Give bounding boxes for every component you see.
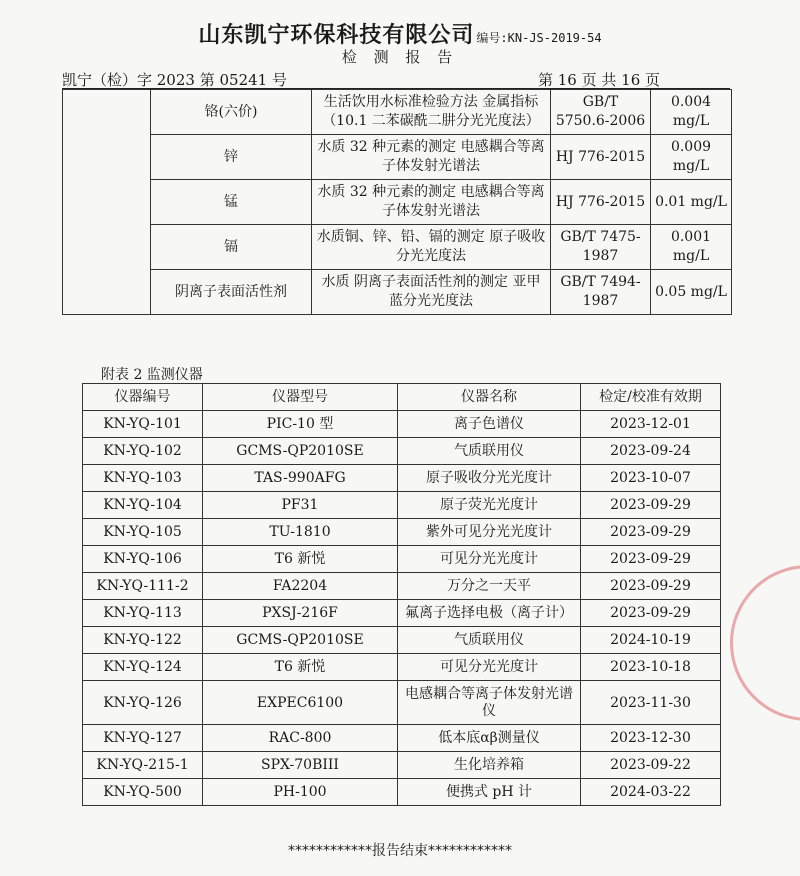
method-name-cell: 水质 32 种元素的测定 电感耦合等离子体发射光谱法: [312, 180, 551, 225]
table-row: [83, 752, 721, 779]
instrument-model-cell: PH-100: [203, 779, 398, 806]
validity-date-cell: 2023-09-29: [581, 546, 721, 573]
column-header-instrument-model: 仪器型号: [203, 384, 398, 411]
method-row: [63, 180, 732, 225]
method-item-cell: 铬(六价): [151, 90, 312, 135]
methods-table: [62, 89, 732, 315]
instrument-model-cell: GCMS-QP2010SE: [203, 438, 398, 465]
instrument-id-cell: KN-YQ-102: [83, 438, 203, 465]
instrument-name-cell: 气质联用仪: [398, 438, 581, 465]
instruments-table: [82, 383, 721, 806]
method-limit-cell: 0.05 mg/L: [651, 270, 732, 315]
validity-date-cell: 2023-09-22: [581, 752, 721, 779]
instrument-name-cell: 生化培养箱: [398, 752, 581, 779]
validity-date-cell: 2023-09-24: [581, 438, 721, 465]
validity-date-cell: 2023-10-18: [581, 654, 721, 681]
red-seal-stamp: [730, 565, 800, 721]
document-code: 编号:KN-JS-2019-54: [476, 31, 602, 45]
instrument-id-cell: KN-YQ-104: [83, 492, 203, 519]
method-row: [63, 90, 732, 135]
instrument-name-cell: 可见分光光度计: [398, 546, 581, 573]
instrument-id-cell: KN-YQ-101: [83, 411, 203, 438]
table-row: [83, 573, 721, 600]
instrument-id-cell: KN-YQ-113: [83, 600, 203, 627]
instrument-id-cell: KN-YQ-103: [83, 465, 203, 492]
instrument-model-cell: PIC-10 型: [203, 411, 398, 438]
method-standard-cell: GB/T 7475-1987: [551, 225, 651, 270]
instrument-model-cell: T6 新悦: [203, 546, 398, 573]
table-row: [83, 492, 721, 519]
method-limit-cell: 0.001 mg/L: [651, 225, 732, 270]
instrument-id-cell: KN-YQ-215-1: [83, 752, 203, 779]
column-header-instrument-id: 仪器编号: [83, 384, 203, 411]
method-item-cell: 锌: [151, 135, 312, 180]
method-name-cell: 水质 32 种元素的测定 电感耦合等离子体发射光谱法: [312, 135, 551, 180]
table-row: [83, 779, 721, 806]
instrument-id-cell: KN-YQ-105: [83, 519, 203, 546]
instrument-name-cell: 便携式 pH 计: [398, 779, 581, 806]
instrument-id-cell: KN-YQ-500: [83, 779, 203, 806]
instrument-id-cell: KN-YQ-124: [83, 654, 203, 681]
method-category-cell: [63, 135, 151, 180]
validity-date-cell: 2023-09-29: [581, 600, 721, 627]
instrument-model-cell: PF31: [203, 492, 398, 519]
report-number: 凯宁（检）字 2023 第 05241 号: [62, 71, 287, 89]
report-end-marker: ************报告结束************: [288, 843, 512, 859]
table-row: [83, 681, 721, 725]
instrument-name-cell: 氟离子选择电极（离子计）: [398, 600, 581, 627]
instrument-name-cell: 可见分光光度计: [398, 654, 581, 681]
instrument-model-cell: FA2204: [203, 573, 398, 600]
validity-date-cell: 2023-11-30: [581, 681, 721, 725]
instrument-name-cell: 电感耦合等离子体发射光谱仪: [398, 681, 581, 725]
validity-date-cell: 2023-09-29: [581, 519, 721, 546]
instrument-name-cell: 离子色谱仪: [398, 411, 581, 438]
instrument-id-cell: KN-YQ-111-2: [83, 573, 203, 600]
instrument-id-cell: KN-YQ-127: [83, 725, 203, 752]
table-row: [83, 627, 721, 654]
instrument-model-cell: EXPEC6100: [203, 681, 398, 725]
instrument-model-cell: TAS-990AFG: [203, 465, 398, 492]
instrument-model-cell: T6 新悦: [203, 654, 398, 681]
method-row: [63, 270, 732, 315]
instrument-model-cell: TU-1810: [203, 519, 398, 546]
instrument-name-cell: 原子荧光光度计: [398, 492, 581, 519]
method-item-cell: 锰: [151, 180, 312, 225]
method-row: [63, 225, 732, 270]
method-row: [63, 135, 732, 180]
instrument-model-cell: PXSJ-216F: [203, 600, 398, 627]
table-row: [83, 465, 721, 492]
instrument-id-cell: KN-YQ-122: [83, 627, 203, 654]
report-title: 检 测 报 告: [341, 48, 459, 66]
instrument-name-cell: 紫外可见分光光度计: [398, 519, 581, 546]
column-header-validity-date: 检定/校准有效期: [581, 384, 721, 411]
method-name-cell: 水质 阴离子表面活性剂的测定 亚甲蓝分光光度法: [312, 270, 551, 315]
instrument-name-cell: 低本底αβ测量仪: [398, 725, 581, 752]
method-standard-cell: HJ 776-2015: [551, 135, 651, 180]
method-standard-cell: HJ 776-2015: [551, 180, 651, 225]
validity-date-cell: 2024-03-22: [581, 779, 721, 806]
table-row: [83, 438, 721, 465]
method-category-cell: [63, 270, 151, 315]
appendix-title: 附表 2 监测仪器: [101, 367, 203, 383]
method-category-cell: [63, 90, 151, 135]
validity-date-cell: 2023-09-29: [581, 573, 721, 600]
table-row: [83, 725, 721, 752]
instrument-name-cell: 原子吸收分光光度计: [398, 465, 581, 492]
company-name: 山东凯宁环保科技有限公司: [198, 22, 475, 48]
validity-date-cell: 2023-12-30: [581, 725, 721, 752]
instrument-id-cell: KN-YQ-106: [83, 546, 203, 573]
method-standard-cell: GB/T 7494-1987: [551, 270, 651, 315]
instrument-model-cell: GCMS-QP2010SE: [203, 627, 398, 654]
method-limit-cell: 0.009 mg/L: [651, 135, 732, 180]
method-category-cell: [63, 225, 151, 270]
validity-date-cell: 2023-12-01: [581, 411, 721, 438]
method-standard-cell: GB/T 5750.6-2006: [551, 90, 651, 135]
table-row: [83, 654, 721, 681]
method-limit-cell: 0.01 mg/L: [651, 180, 732, 225]
table-row: [83, 546, 721, 573]
instrument-id-cell: KN-YQ-126: [83, 681, 203, 725]
instruments-header-row: [83, 384, 721, 411]
validity-date-cell: 2024-10-19: [581, 627, 721, 654]
table-row: [83, 411, 721, 438]
method-category-cell: [63, 180, 151, 225]
instrument-model-cell: RAC-800: [203, 725, 398, 752]
method-item-cell: 镉: [151, 225, 312, 270]
method-name-cell: 生活饮用水标准检验方法 金属指标（10.1 二苯碳酰二肼分光光度法）: [312, 90, 551, 135]
instrument-name-cell: 万分之一天平: [398, 573, 581, 600]
method-limit-cell: 0.004 mg/L: [651, 90, 732, 135]
header-company-line: [0, 18, 800, 49]
table-row: [83, 519, 721, 546]
column-header-instrument-name: 仪器名称: [398, 384, 581, 411]
method-name-cell: 水质铜、锌、铅、镉的测定 原子吸收分光光度法: [312, 225, 551, 270]
validity-date-cell: 2023-09-29: [581, 492, 721, 519]
table-row: [83, 600, 721, 627]
instrument-name-cell: 气质联用仪: [398, 627, 581, 654]
instrument-model-cell: SPX-70BIII: [203, 752, 398, 779]
page-info: 第 16 页 共 16 页: [538, 71, 661, 89]
validity-date-cell: 2023-10-07: [581, 465, 721, 492]
method-item-cell: 阴离子表面活性剂: [151, 270, 312, 315]
